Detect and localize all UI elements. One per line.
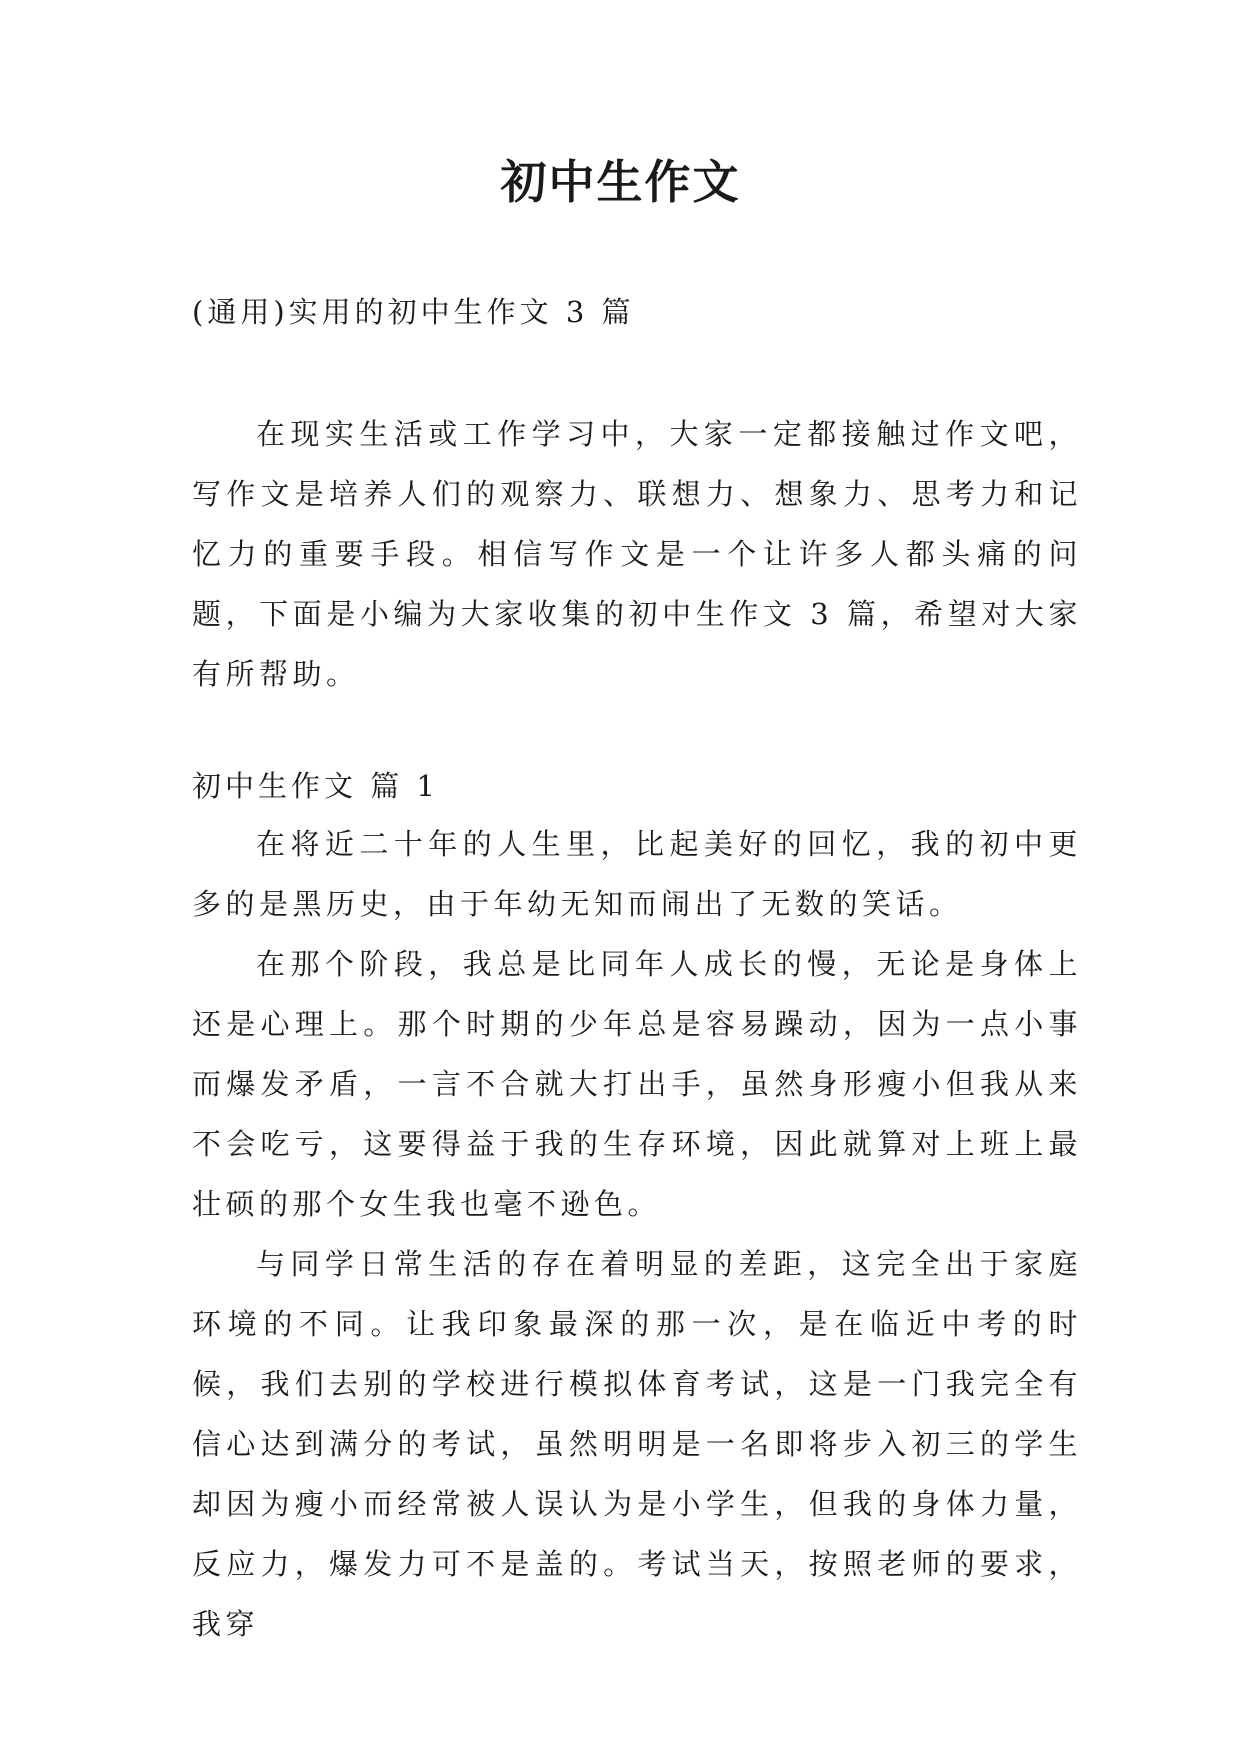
document-subtitle: (通用)实用的初中生作文 3 篇 [192, 295, 635, 329]
intro-paragraph: 在现实生活或工作学习中，大家一定都接触过作文吧，写作文是培养人们的观察力、联想力、想象力、思考力和记忆力的重要手段。相信写作文是一个让许多人都头痛的问题，下面是小编为大家收集的初中生作文 3 篇，希望对大家有所帮助。 [192, 417, 1082, 691]
section-heading: 初中生作文 篇 1 [192, 769, 439, 803]
document-title: 初中生作文 [500, 155, 741, 209]
body-paragraph-3: 与同学日常生活的存在着明显的差距，这完全出于家庭环境的不同。让我印象最深的那一次，是在临近中考的时候，我们去别的学校进行模拟体育考试，这是一门我完全有信心达到满分的考试，虽然明明是一名即将步入初三的学生却因为瘦小而经常被人误认为是小学生，但我的身体力量，反应力，爆发力可不是盖的。考试当天，按照老师的要求，我穿 [192, 1247, 1082, 1641]
body-paragraph-1: 在将近二十年的人生里，比起美好的回忆，我的初中更多的是黑历史，由于年幼无知而闹出了无数的笑话。 [192, 827, 1082, 921]
body-paragraph-2: 在那个阶段，我总是比同年人成长的慢，无论是身体上还是心理上。那个时期的少年总是容易躁动，因为一点小事而爆发矛盾，一言不合就大打出手，虽然身形瘦小但我从来不会吃亏，这要得益于我的生存环境，因此就算对上班上最壮硕的那个女生我也毫不逊色。 [192, 947, 1082, 1221]
